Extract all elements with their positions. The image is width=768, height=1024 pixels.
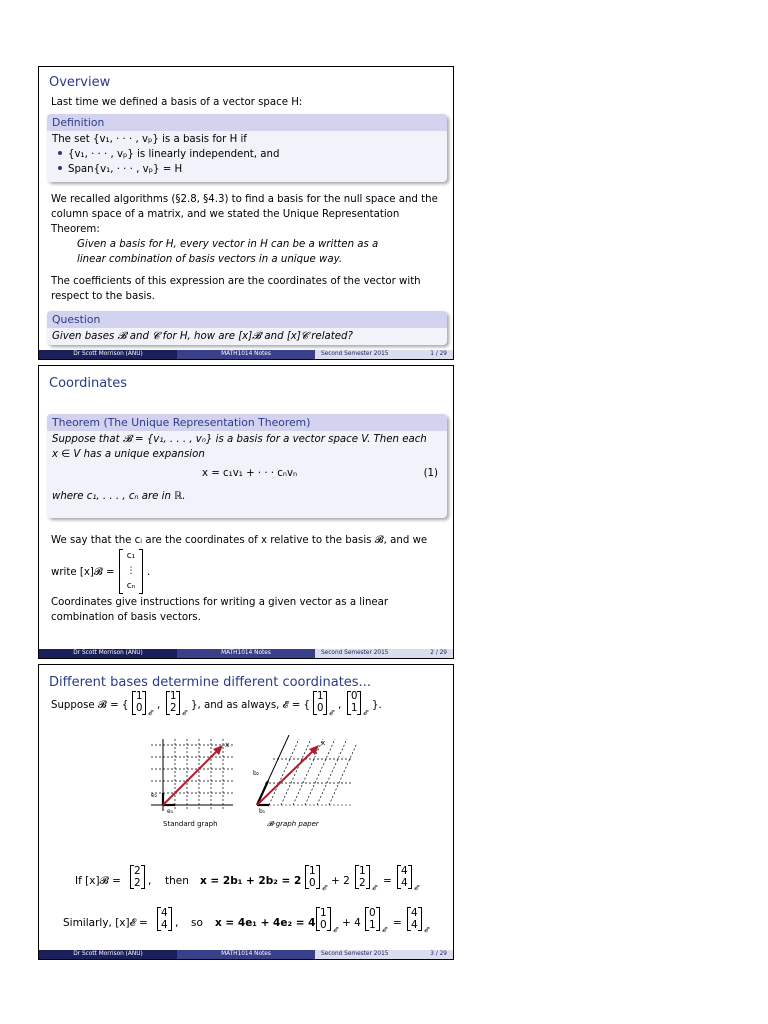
- footer-semester: Second Semester 2015: [321, 650, 389, 656]
- page-number: 3 / 29: [430, 951, 447, 957]
- footer-author: Dr Scott Morrison (ANU): [39, 950, 177, 959]
- theorem-equation: x = c₁v₁ + · · · cₙvₙ: [202, 468, 298, 479]
- theorem-line: x ∈ V has a unique expansion: [52, 449, 205, 460]
- definition-block: [47, 114, 447, 182]
- suppose-line: Suppose 𝓑 = { 1 0 𝓔 , 1 2 𝓔 }, and as always, 𝓔 = { 1 0 𝓔 , 0 1 𝓔 }.: [51, 691, 382, 717]
- slide-title: Different bases determine different coordinates...: [49, 675, 371, 690]
- coordinate-vector: c₁ ⋮ cₙ: [119, 549, 143, 594]
- footer-course: MATH1014 Notes: [177, 350, 315, 359]
- label-e2: e₂: [151, 792, 158, 799]
- slide-title: Coordinates: [49, 376, 128, 391]
- theorem-line: where c₁, . . . , cₙ are in ℝ.: [52, 491, 186, 502]
- paragraph: We say that the cᵢ are the coordinates of x relative to the basis 𝓑, and we: [51, 535, 428, 546]
- footer-semester: Second Semester 2015: [321, 951, 389, 957]
- caption-b-graph: 𝓑-graph paper: [267, 820, 319, 828]
- page-number: 1 / 29: [430, 351, 447, 357]
- footer-semester: Second Semester 2015: [321, 351, 389, 357]
- question-block: [47, 311, 447, 345]
- definition-bullet: Span{v₁, · · · , vₚ} = H: [52, 162, 442, 177]
- definition-heading: Definition: [47, 114, 447, 131]
- slide-different-bases: [38, 664, 454, 960]
- theorem-heading: Theorem (The Unique Representation Theorem): [47, 414, 447, 431]
- footer-course: MATH1014 Notes: [177, 950, 315, 959]
- slide-coordinates: [38, 365, 454, 659]
- page-number: 2 / 29: [430, 650, 447, 656]
- paragraph: Coordinates give instructions for writing a given vector as a linear: [51, 597, 389, 608]
- bullet-icon: [58, 166, 62, 170]
- standard-graph: [147, 735, 237, 815]
- equation-similarly: Similarly, [x]𝓔 = 4 4 , so x = 4e₁ + 4e₂ = 4 1 0 𝓔 + 4 0 1 𝓔 = 4 4 𝓔: [63, 907, 429, 934]
- theorem-quote: linear combination of basis vectors in a unique way.: [77, 254, 343, 265]
- footer-author: Dr Scott Morrison (ANU): [39, 649, 177, 658]
- question-body: Given bases 𝓑 and 𝓒 for H, how are [x]𝓑 and [x]𝓒 related?: [52, 331, 353, 342]
- b-graph-paper: [251, 735, 361, 815]
- footer-author: Dr Scott Morrison (ANU): [39, 350, 177, 359]
- intro-text: Last time we defined a basis of a vector space H:: [51, 97, 303, 108]
- coordinate-vector-line: write [x]𝓑 = c₁ ⋮ cₙ .: [51, 549, 351, 595]
- label-b2: b₂: [253, 770, 260, 777]
- slide-title: Overview: [49, 75, 111, 90]
- theorem-block: [47, 414, 447, 518]
- label-x: x: [321, 739, 326, 747]
- equation-if: If [x]𝓑 = 2 2 , then x = 2b₁ + 2b₂ = 2 1 0 𝓔 + 2 1 2 𝓔 = 4 4 𝓔: [75, 865, 419, 892]
- slide-footer: [39, 950, 453, 959]
- question-heading: Question: [47, 311, 447, 328]
- slide-footer: [39, 649, 453, 658]
- paragraph: combination of basis vectors.: [51, 612, 201, 623]
- caption-standard-graph: Standard graph: [163, 820, 218, 828]
- equation-number: (1): [423, 468, 438, 479]
- label-e1: e₁: [167, 808, 174, 815]
- definition-bullet: {v₁, · · · , vₚ} is linearly independent, and: [52, 147, 442, 162]
- paragraph: The coefficients of this expression are the coordinates of the vector with respect to the basis.: [51, 276, 421, 302]
- theorem-line: Suppose that 𝓑 = {v₁, . . . , vₙ} is a basis for a vector space V. Then each: [52, 434, 427, 445]
- bullet-icon: [58, 151, 62, 155]
- slide-footer: [39, 350, 453, 359]
- label-b1: b₁: [259, 808, 266, 815]
- paragraph: We recalled algorithms (§2.8, §4.3) to find a basis for the null space and the column space of a matrix, and we stated the Unique Representation Theorem:: [51, 194, 438, 235]
- label-x: x: [225, 741, 230, 749]
- definition-line: The set {v₁, · · · , vₚ} is a basis for H if: [52, 134, 247, 145]
- theorem-quote: Given a basis for H, every vector in H can be a written as a: [77, 239, 379, 250]
- footer-course: MATH1014 Notes: [177, 649, 315, 658]
- slide-overview: [38, 66, 454, 360]
